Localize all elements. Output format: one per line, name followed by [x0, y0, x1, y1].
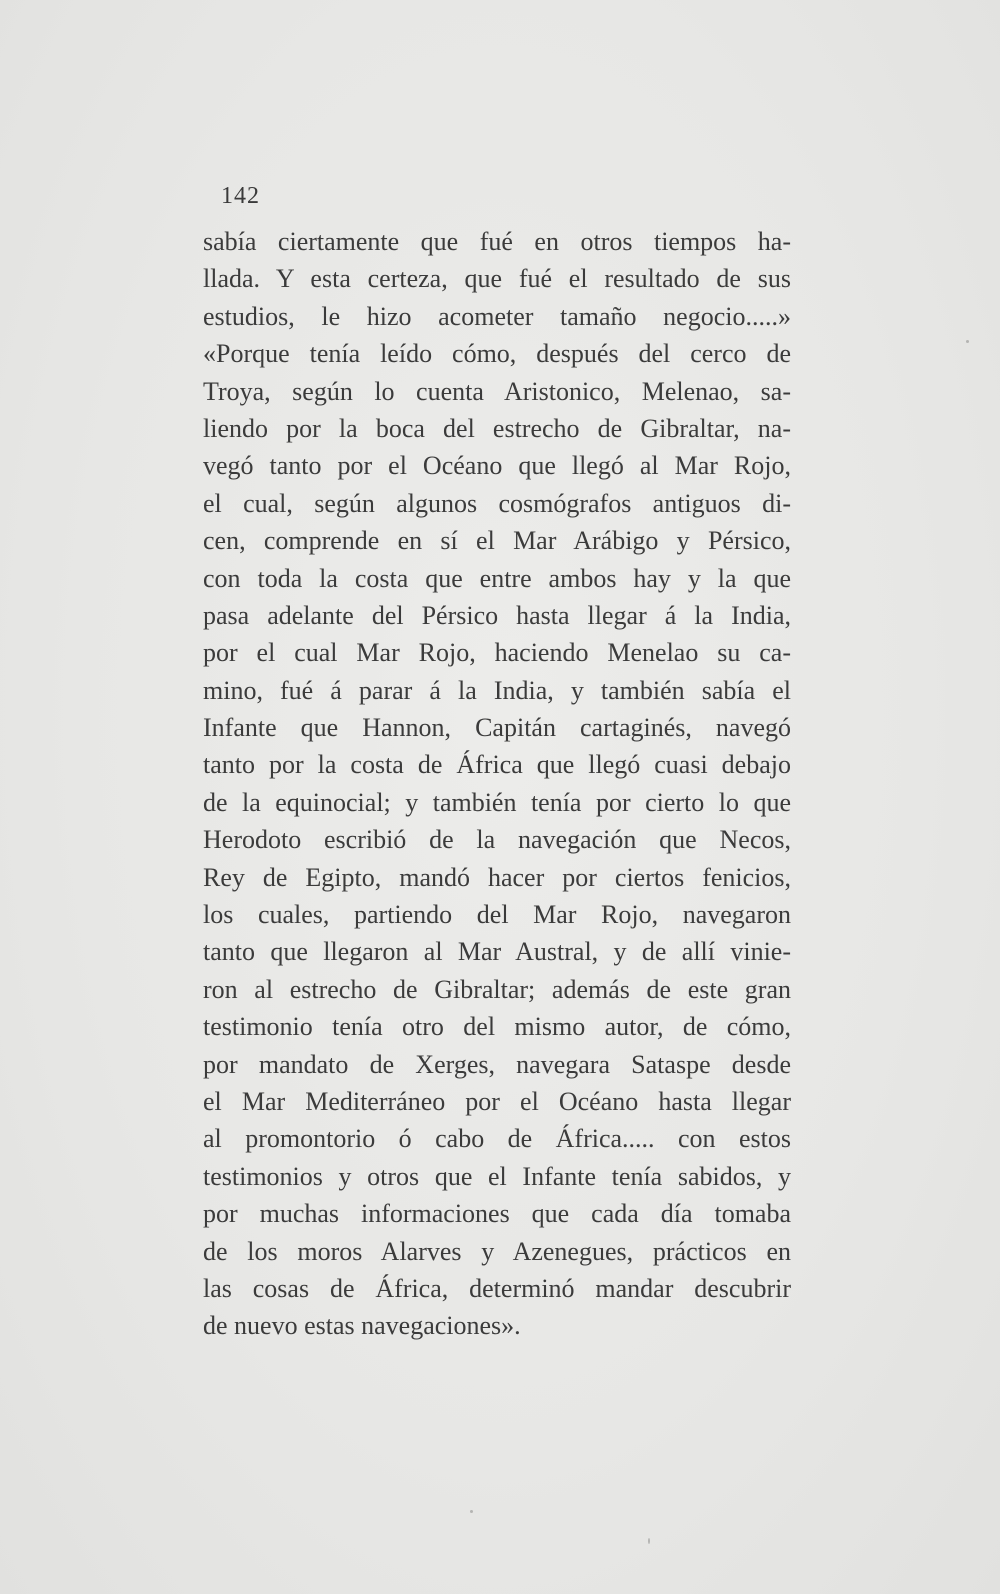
text-line: estudios, le hizo acometer tamaño negocio.....»: [203, 301, 791, 331]
text-line: llada. Y esta certeza, que fué el resultado de sus: [203, 264, 791, 294]
text-line: Infante que Hannon, Capitán cartaginés, navegó: [203, 713, 791, 743]
text-line: de la equinocial; y también tenía por cierto lo que: [203, 787, 791, 817]
text-line: Herodoto escribió de la navegación que Necos,: [203, 825, 791, 855]
text-line: testimonios y otros que el Infante tenía sabidos, y: [203, 1161, 791, 1191]
text-line: con toda la costa que entre ambos hay y la que: [203, 563, 791, 593]
text-line: al promontorio ó cabo de África..... con estos: [203, 1124, 791, 1154]
paper-speck: [470, 1510, 473, 1513]
text-line: Troya, según lo cuenta Aristonico, Melenao, sa-: [203, 376, 791, 406]
text-line: de nuevo estas navegaciones».: [203, 1311, 521, 1341]
text-line: vegó tanto por el Océano que llegó al Mar Rojo,: [203, 451, 791, 481]
text-line: por el cual Mar Rojo, haciendo Menelao su ca-: [203, 638, 791, 668]
text-line: tanto que llegaron al Mar Austral, y de allí vinie-: [203, 937, 791, 967]
body-text: [203, 223, 791, 1345]
text-line: Rey de Egipto, mandó hacer por ciertos fenicios,: [203, 862, 791, 892]
text-line: liendo por la boca del estrecho de Gibraltar, na-: [203, 413, 791, 443]
text-line: tanto por la costa de África que llegó cuasi debajo: [203, 750, 791, 780]
text-line: testimonio tenía otro del mismo autor, de cómo,: [203, 1012, 791, 1042]
text-line: «Porque tenía leído cómo, después del cerco de: [203, 339, 791, 369]
text-line: pasa adelante del Pérsico hasta llegar á la India,: [203, 600, 791, 630]
text-line: sabía ciertamente que fué en otros tiempos ha-: [203, 227, 791, 256]
page-number: 142: [221, 183, 260, 209]
text-line: de los moros Alarves y Azenegues, prácticos en: [203, 1236, 791, 1266]
paper-speck: [648, 1538, 650, 1544]
text-line: los cuales, partiendo del Mar Rojo, navegaron: [203, 900, 791, 930]
paper-speck: [966, 340, 969, 343]
text-line: por mandato de Xerges, navegara Sataspe desde: [203, 1049, 791, 1079]
text-line: ron al estrecho de Gibraltar; además de este gran: [203, 974, 791, 1004]
text-line: mino, fué á parar á la India, y también sabía el: [203, 675, 791, 705]
text-line: el Mar Mediterráneo por el Océano hasta llegar: [203, 1086, 791, 1116]
text-line: por muchas informaciones que cada día tomaba: [203, 1199, 791, 1229]
text-line: cen, comprende en sí el Mar Arábigo y Pérsico,: [203, 526, 791, 556]
text-line: las cosas de África, determinó mandar descubrir: [203, 1273, 791, 1303]
text-line: el cual, según algunos cosmógrafos antiguos di-: [203, 488, 791, 518]
